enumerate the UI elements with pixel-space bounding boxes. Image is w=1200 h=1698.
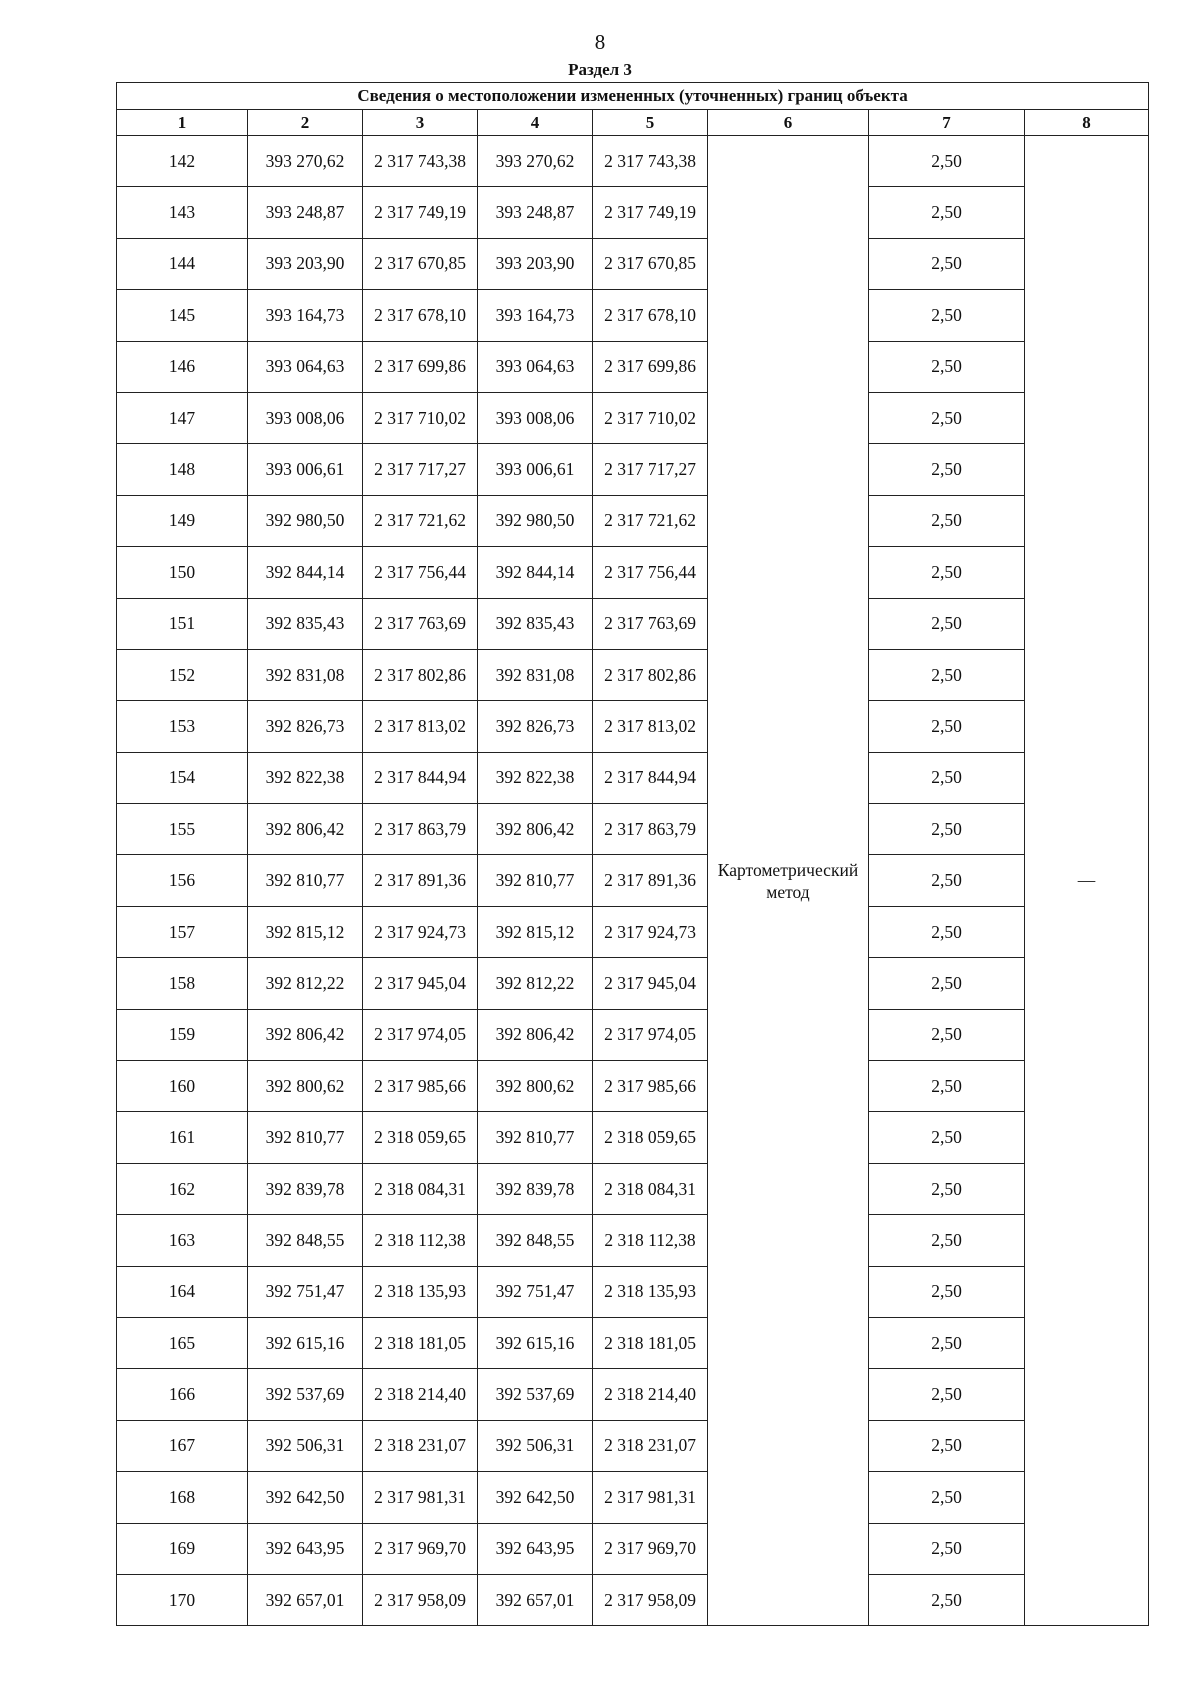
- y-existing-cell: 2 318 181,05: [363, 1317, 478, 1368]
- accuracy-cell: 2,50: [869, 1317, 1025, 1368]
- x-existing-cell: 392 643,95: [248, 1523, 363, 1574]
- y-existing-cell: 2 317 958,09: [363, 1574, 478, 1625]
- x-existing-cell: 392 810,77: [248, 1112, 363, 1163]
- y-existing-cell: 2 317 981,31: [363, 1472, 478, 1523]
- accuracy-cell: 2,50: [869, 804, 1025, 855]
- column-number: 6: [708, 110, 869, 136]
- y-existing-cell: 2 317 721,62: [363, 495, 478, 546]
- point-number-cell: 164: [117, 1266, 248, 1317]
- y-refined-cell: 2 317 763,69: [593, 598, 708, 649]
- point-number-cell: 144: [117, 238, 248, 289]
- y-refined-cell: 2 318 231,07: [593, 1420, 708, 1471]
- y-refined-cell: 2 318 135,93: [593, 1266, 708, 1317]
- y-refined-cell: 2 317 924,73: [593, 906, 708, 957]
- table-row: [117, 341, 1149, 392]
- point-number-cell: 161: [117, 1112, 248, 1163]
- point-number-cell: 153: [117, 701, 248, 752]
- table-row: [117, 1472, 1149, 1523]
- y-existing-cell: 2 317 756,44: [363, 547, 478, 598]
- y-refined-cell: 2 317 969,70: [593, 1523, 708, 1574]
- table-row: [117, 290, 1149, 341]
- x-existing-cell: 392 800,62: [248, 1061, 363, 1112]
- table-row: [117, 1061, 1149, 1112]
- y-existing-cell: 2 317 844,94: [363, 752, 478, 803]
- x-refined-cell: 393 008,06: [478, 392, 593, 443]
- table-row: [117, 1420, 1149, 1471]
- column-number: 2: [248, 110, 363, 136]
- boundary-coordinates-table: [116, 82, 1149, 1626]
- accuracy-cell: 2,50: [869, 495, 1025, 546]
- x-existing-cell: 392 831,08: [248, 649, 363, 700]
- accuracy-cell: 2,50: [869, 1112, 1025, 1163]
- x-refined-cell: 392 800,62: [478, 1061, 593, 1112]
- table-row: [117, 1574, 1149, 1625]
- table-row: [117, 1009, 1149, 1060]
- y-refined-cell: 2 318 181,05: [593, 1317, 708, 1368]
- accuracy-cell: 2,50: [869, 1163, 1025, 1214]
- table-row: [117, 1163, 1149, 1214]
- y-existing-cell: 2 317 743,38: [363, 136, 478, 187]
- point-number-cell: 156: [117, 855, 248, 906]
- y-existing-cell: 2 317 670,85: [363, 238, 478, 289]
- y-existing-cell: 2 317 699,86: [363, 341, 478, 392]
- x-refined-cell: 392 848,55: [478, 1215, 593, 1266]
- x-refined-cell: 392 839,78: [478, 1163, 593, 1214]
- y-refined-cell: 2 317 981,31: [593, 1472, 708, 1523]
- x-existing-cell: 392 615,16: [248, 1317, 363, 1368]
- x-existing-cell: 393 008,06: [248, 392, 363, 443]
- table-row: [117, 1215, 1149, 1266]
- method-cell: Картометрический метод: [708, 136, 869, 1626]
- y-refined-cell: 2 317 802,86: [593, 649, 708, 700]
- y-existing-cell: 2 317 891,36: [363, 855, 478, 906]
- y-existing-cell: 2 317 969,70: [363, 1523, 478, 1574]
- point-number-cell: 152: [117, 649, 248, 700]
- x-refined-cell: 393 064,63: [478, 341, 593, 392]
- x-existing-cell: 392 537,69: [248, 1369, 363, 1420]
- column-number: 1: [117, 110, 248, 136]
- accuracy-cell: 2,50: [869, 1369, 1025, 1420]
- table-row: [117, 1317, 1149, 1368]
- x-refined-cell: 392 506,31: [478, 1420, 593, 1471]
- point-number-cell: 165: [117, 1317, 248, 1368]
- table-row: [117, 1523, 1149, 1574]
- y-refined-cell: 2 317 699,86: [593, 341, 708, 392]
- point-number-cell: 145: [117, 290, 248, 341]
- table-row: [117, 187, 1149, 238]
- x-existing-cell: 392 810,77: [248, 855, 363, 906]
- x-existing-cell: 392 844,14: [248, 547, 363, 598]
- x-refined-cell: 392 751,47: [478, 1266, 593, 1317]
- y-existing-cell: 2 317 863,79: [363, 804, 478, 855]
- y-existing-cell: 2 318 059,65: [363, 1112, 478, 1163]
- table-row: [117, 136, 1149, 187]
- x-existing-cell: 392 657,01: [248, 1574, 363, 1625]
- x-existing-cell: 392 806,42: [248, 1009, 363, 1060]
- column-number: 7: [869, 110, 1025, 136]
- x-existing-cell: 393 270,62: [248, 136, 363, 187]
- column-number: 8: [1025, 110, 1149, 136]
- accuracy-cell: 2,50: [869, 1215, 1025, 1266]
- y-refined-cell: 2 317 958,09: [593, 1574, 708, 1625]
- point-number-cell: 162: [117, 1163, 248, 1214]
- y-existing-cell: 2 318 084,31: [363, 1163, 478, 1214]
- y-existing-cell: 2 317 717,27: [363, 444, 478, 495]
- point-number-cell: 147: [117, 392, 248, 443]
- y-existing-cell: 2 317 749,19: [363, 187, 478, 238]
- point-number-cell: 157: [117, 906, 248, 957]
- point-number-cell: 158: [117, 958, 248, 1009]
- table-row: [117, 906, 1149, 957]
- accuracy-cell: 2,50: [869, 341, 1025, 392]
- accuracy-cell: 2,50: [869, 187, 1025, 238]
- accuracy-cell: 2,50: [869, 1266, 1025, 1317]
- x-refined-cell: 393 164,73: [478, 290, 593, 341]
- accuracy-cell: 2,50: [869, 958, 1025, 1009]
- x-refined-cell: 392 831,08: [478, 649, 593, 700]
- x-refined-cell: 392 822,38: [478, 752, 593, 803]
- y-refined-cell: 2 317 710,02: [593, 392, 708, 443]
- x-refined-cell: 392 826,73: [478, 701, 593, 752]
- y-refined-cell: 2 317 891,36: [593, 855, 708, 906]
- y-refined-cell: 2 317 717,27: [593, 444, 708, 495]
- accuracy-cell: 2,50: [869, 855, 1025, 906]
- point-number-cell: 149: [117, 495, 248, 546]
- x-existing-cell: 392 506,31: [248, 1420, 363, 1471]
- x-refined-cell: 392 810,77: [478, 1112, 593, 1163]
- y-existing-cell: 2 318 231,07: [363, 1420, 478, 1471]
- x-refined-cell: 392 812,22: [478, 958, 593, 1009]
- y-refined-cell: 2 317 974,05: [593, 1009, 708, 1060]
- accuracy-cell: 2,50: [869, 1472, 1025, 1523]
- x-existing-cell: 392 806,42: [248, 804, 363, 855]
- point-number-cell: 170: [117, 1574, 248, 1625]
- point-number-cell: 163: [117, 1215, 248, 1266]
- x-existing-cell: 392 848,55: [248, 1215, 363, 1266]
- table-row: [117, 598, 1149, 649]
- column-number: 5: [593, 110, 708, 136]
- x-existing-cell: 392 751,47: [248, 1266, 363, 1317]
- accuracy-cell: 2,50: [869, 547, 1025, 598]
- point-number-cell: 151: [117, 598, 248, 649]
- y-existing-cell: 2 317 678,10: [363, 290, 478, 341]
- x-existing-cell: 392 835,43: [248, 598, 363, 649]
- column-number: 4: [478, 110, 593, 136]
- x-refined-cell: 392 810,77: [478, 855, 593, 906]
- x-refined-cell: 393 203,90: [478, 238, 593, 289]
- x-refined-cell: 392 657,01: [478, 1574, 593, 1625]
- point-number-cell: 167: [117, 1420, 248, 1471]
- accuracy-cell: 2,50: [869, 136, 1025, 187]
- section-title: Раздел 3: [568, 60, 632, 79]
- table-row: [117, 1266, 1149, 1317]
- point-number-cell: 148: [117, 444, 248, 495]
- table-row: [117, 701, 1149, 752]
- point-number-cell: 146: [117, 341, 248, 392]
- x-existing-cell: 392 826,73: [248, 701, 363, 752]
- x-refined-cell: 392 806,42: [478, 804, 593, 855]
- accuracy-cell: 2,50: [869, 238, 1025, 289]
- accuracy-cell: 2,50: [869, 752, 1025, 803]
- y-existing-cell: 2 317 813,02: [363, 701, 478, 752]
- table-caption-row: [117, 83, 1149, 110]
- x-existing-cell: 392 980,50: [248, 495, 363, 546]
- y-existing-cell: 2 317 924,73: [363, 906, 478, 957]
- point-number-cell: 159: [117, 1009, 248, 1060]
- y-refined-cell: 2 317 756,44: [593, 547, 708, 598]
- y-refined-cell: 2 317 945,04: [593, 958, 708, 1009]
- x-refined-cell: 393 006,61: [478, 444, 593, 495]
- point-number-cell: 143: [117, 187, 248, 238]
- y-existing-cell: 2 318 135,93: [363, 1266, 478, 1317]
- y-existing-cell: 2 317 710,02: [363, 392, 478, 443]
- x-existing-cell: 392 822,38: [248, 752, 363, 803]
- x-existing-cell: 392 815,12: [248, 906, 363, 957]
- table-row: [117, 392, 1149, 443]
- y-refined-cell: 2 317 721,62: [593, 495, 708, 546]
- table-row: [117, 495, 1149, 546]
- accuracy-cell: 2,50: [869, 1009, 1025, 1060]
- table-row: [117, 649, 1149, 700]
- accuracy-cell: 2,50: [869, 701, 1025, 752]
- y-existing-cell: 2 317 802,86: [363, 649, 478, 700]
- x-existing-cell: 392 812,22: [248, 958, 363, 1009]
- y-existing-cell: 2 317 974,05: [363, 1009, 478, 1060]
- x-existing-cell: 393 248,87: [248, 187, 363, 238]
- accuracy-cell: 2,50: [869, 290, 1025, 341]
- column-number-row: [117, 110, 1149, 136]
- x-refined-cell: 392 844,14: [478, 547, 593, 598]
- column-number: 3: [363, 110, 478, 136]
- x-existing-cell: 393 006,61: [248, 444, 363, 495]
- x-refined-cell: 393 248,87: [478, 187, 593, 238]
- column-8-cell: —: [1025, 136, 1149, 1626]
- x-existing-cell: 392 642,50: [248, 1472, 363, 1523]
- x-refined-cell: 392 615,16: [478, 1317, 593, 1368]
- y-existing-cell: 2 317 985,66: [363, 1061, 478, 1112]
- accuracy-cell: 2,50: [869, 906, 1025, 957]
- x-refined-cell: 392 806,42: [478, 1009, 593, 1060]
- x-existing-cell: 393 064,63: [248, 341, 363, 392]
- table-row: [117, 1112, 1149, 1163]
- table-row: [117, 958, 1149, 1009]
- x-refined-cell: 392 537,69: [478, 1369, 593, 1420]
- accuracy-cell: 2,50: [869, 444, 1025, 495]
- table-row: [117, 547, 1149, 598]
- y-refined-cell: 2 317 670,85: [593, 238, 708, 289]
- y-existing-cell: 2 317 763,69: [363, 598, 478, 649]
- y-refined-cell: 2 318 059,65: [593, 1112, 708, 1163]
- page-number: 8: [594, 30, 606, 54]
- x-existing-cell: 393 164,73: [248, 290, 363, 341]
- accuracy-cell: 2,50: [869, 1420, 1025, 1471]
- y-refined-cell: 2 317 743,38: [593, 136, 708, 187]
- point-number-cell: 150: [117, 547, 248, 598]
- y-refined-cell: 2 317 844,94: [593, 752, 708, 803]
- y-refined-cell: 2 317 863,79: [593, 804, 708, 855]
- y-refined-cell: 2 317 678,10: [593, 290, 708, 341]
- y-existing-cell: 2 317 945,04: [363, 958, 478, 1009]
- accuracy-cell: 2,50: [869, 649, 1025, 700]
- y-existing-cell: 2 318 112,38: [363, 1215, 478, 1266]
- point-number-cell: 166: [117, 1369, 248, 1420]
- accuracy-cell: 2,50: [869, 1061, 1025, 1112]
- table-body: [117, 83, 1149, 1626]
- point-number-cell: 154: [117, 752, 248, 803]
- y-refined-cell: 2 318 084,31: [593, 1163, 708, 1214]
- table-row: [117, 444, 1149, 495]
- y-refined-cell: 2 317 749,19: [593, 187, 708, 238]
- accuracy-cell: 2,50: [869, 1523, 1025, 1574]
- y-refined-cell: 2 317 985,66: [593, 1061, 708, 1112]
- y-existing-cell: 2 318 214,40: [363, 1369, 478, 1420]
- table-row: [117, 1369, 1149, 1420]
- point-number-cell: 142: [117, 136, 248, 187]
- point-number-cell: 169: [117, 1523, 248, 1574]
- point-number-cell: 168: [117, 1472, 248, 1523]
- x-refined-cell: 392 642,50: [478, 1472, 593, 1523]
- x-existing-cell: 393 203,90: [248, 238, 363, 289]
- table-row: [117, 238, 1149, 289]
- accuracy-cell: 2,50: [869, 598, 1025, 649]
- table-row: [117, 752, 1149, 803]
- point-number-cell: 160: [117, 1061, 248, 1112]
- x-refined-cell: 392 980,50: [478, 495, 593, 546]
- x-refined-cell: 393 270,62: [478, 136, 593, 187]
- table-row: [117, 804, 1149, 855]
- y-refined-cell: 2 318 214,40: [593, 1369, 708, 1420]
- y-refined-cell: 2 317 813,02: [593, 701, 708, 752]
- x-refined-cell: 392 835,43: [478, 598, 593, 649]
- table-caption: Сведения о местоположении измененных (уточненных) границ объекта: [117, 83, 1149, 110]
- accuracy-cell: 2,50: [869, 392, 1025, 443]
- y-refined-cell: 2 318 112,38: [593, 1215, 708, 1266]
- x-refined-cell: 392 643,95: [478, 1523, 593, 1574]
- x-refined-cell: 392 815,12: [478, 906, 593, 957]
- x-existing-cell: 392 839,78: [248, 1163, 363, 1214]
- accuracy-cell: 2,50: [869, 1574, 1025, 1625]
- table-row: [117, 855, 1149, 906]
- point-number-cell: 155: [117, 804, 248, 855]
